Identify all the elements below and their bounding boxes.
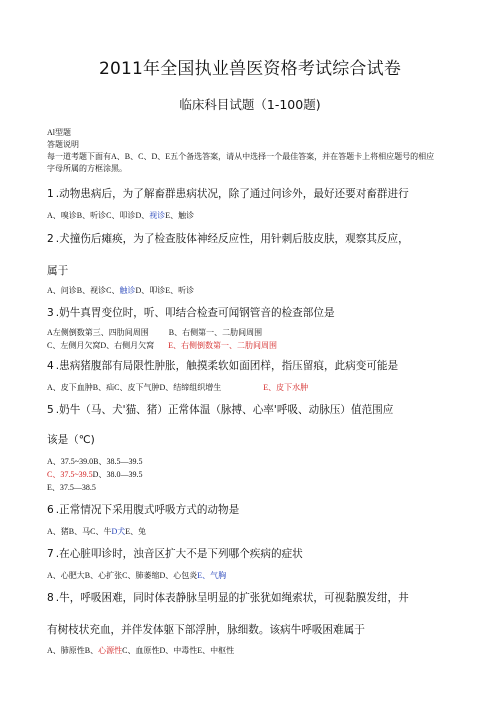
question-number: 4 [47, 360, 54, 372]
option-b: B、右侧第一、二肋间周围 [168, 328, 263, 337]
question-2-continuation: 属于 [47, 265, 69, 277]
question-text: .奶牛（马、犬'猫、猪）正常体温（脉搏、心率'呼吸、动脉压）值范围应 [55, 404, 394, 416]
question-6 [47, 502, 239, 517]
options-text: C、血原性D、中毒性E、中枢性 [122, 646, 235, 655]
question-text: .在心脏叩诊时，浊音区扩大不是下列哪个疾病的症状 [55, 548, 303, 560]
options-text: A、嗅诊B、听诊C、叩诊D、 [47, 211, 150, 220]
answer-instructions-label: 答题说明 [47, 140, 79, 149]
highlighted-option: E、皮下水肿 [263, 383, 309, 392]
question-7 [47, 546, 303, 561]
options-text: A、皮下血肿B、疝C、皮下气肿D、结缔组织增生 [47, 383, 222, 392]
question-7-options [47, 570, 226, 581]
question-type-label: Al型题 [47, 128, 71, 137]
question-text: .牛，呼吸困难，同时体表静脉呈明显的扩张犹如绳索状，可视黏膜发绀，井 [55, 592, 409, 604]
question-1 [47, 186, 409, 201]
options-text: D、38.0—39.5 [92, 470, 143, 479]
question-number: 6 [47, 504, 54, 516]
highlighted-option: 心源性 [98, 646, 123, 655]
question-text: .正常情况下采用腹式呼吸方式的动物是 [55, 504, 240, 516]
highlighted-option: E、右侧倒数第一、二肋间周围 [168, 341, 278, 350]
question-2 [47, 231, 409, 246]
question-2-options [47, 285, 194, 296]
question-8-continuation: 有树枝状充血，并伴发体躯下部浮肿，脉细数。该病牛呼吸困难属于 [47, 624, 365, 636]
question-5-options-line3: E、37.5—38.5 [47, 483, 96, 492]
question-1-options [47, 210, 194, 221]
options-text: A、问诊B、视诊C、 [47, 286, 120, 295]
question-5 [47, 402, 393, 417]
question-8 [47, 590, 409, 605]
options-text: E、兔 [125, 527, 147, 536]
question-text: .动物患病后，为了解畜群患病状况，除了通过问诊外，最好还要对畜群进行 [55, 188, 409, 200]
question-3-options-line1 [47, 327, 262, 338]
question-text: .奶牛真胃变位时，听、叩结合检查可闻钢管音的检查部位是 [55, 307, 335, 319]
highlighted-option: D犬 [111, 527, 126, 536]
highlighted-option: E、气胸 [197, 571, 227, 580]
highlighted-option: C、37.5~39.5 [47, 470, 93, 479]
question-5-options-line1: A、37.5~39.0B、38.5—39.5 [47, 457, 143, 466]
options-text: D、叩诊E、听诊 [135, 286, 195, 295]
question-number: 1 [47, 188, 54, 200]
question-number: 8 [47, 592, 54, 604]
highlighted-option: 触诊 [119, 286, 136, 295]
options-text: A、猪B、马C、牛 [47, 527, 112, 536]
question-number: 5 [47, 404, 54, 416]
question-number: 2 [47, 233, 54, 245]
question-4 [47, 358, 398, 373]
question-8-options [47, 645, 234, 656]
question-5-continuation: 该是（℃) [47, 434, 95, 446]
instruction-text-line1: 每一道考题下面有A、B、C、D、E五个备选答案，请从中选择一个最佳答案，并在答题卡上将相应题号的相应 [47, 152, 435, 161]
option-a: A左侧倒数第三、四肋间周围 [47, 328, 149, 337]
question-5-options-line2 [47, 469, 142, 480]
options-text: E、触诊 [165, 211, 195, 220]
instruction-text-line2: 字母所属的方框涂黑。 [47, 164, 127, 173]
question-number: 3 [47, 307, 54, 319]
option-cd: C、左侧月欠窝D、右侧月欠窝 [47, 341, 155, 350]
question-3-options-line2 [47, 340, 277, 351]
options-text: A、肺原性B、 [47, 646, 99, 655]
question-text: .犬撞伤后瘫痪，为了检查肢体神经反应性，用针刺后肢皮肤，观察其反应， [55, 233, 409, 245]
question-number: 7 [47, 548, 54, 560]
page-title: 2011年全国执业兽医资格考试综合试卷 [98, 59, 402, 79]
question-4-options [47, 382, 308, 393]
highlighted-option: 视诊 [149, 211, 166, 220]
page-subtitle: 临床科目试题（1-100题) [179, 97, 321, 112]
question-6-options [47, 526, 146, 537]
question-text: .患病猪腹部有局限性肿胀，触摸柔软如面团样，指压留痕，此病变可能是 [55, 360, 399, 372]
options-text: A、心肥大B、心扩张C、肺萎缩D、心包炎 [47, 571, 198, 580]
question-3 [47, 305, 335, 320]
